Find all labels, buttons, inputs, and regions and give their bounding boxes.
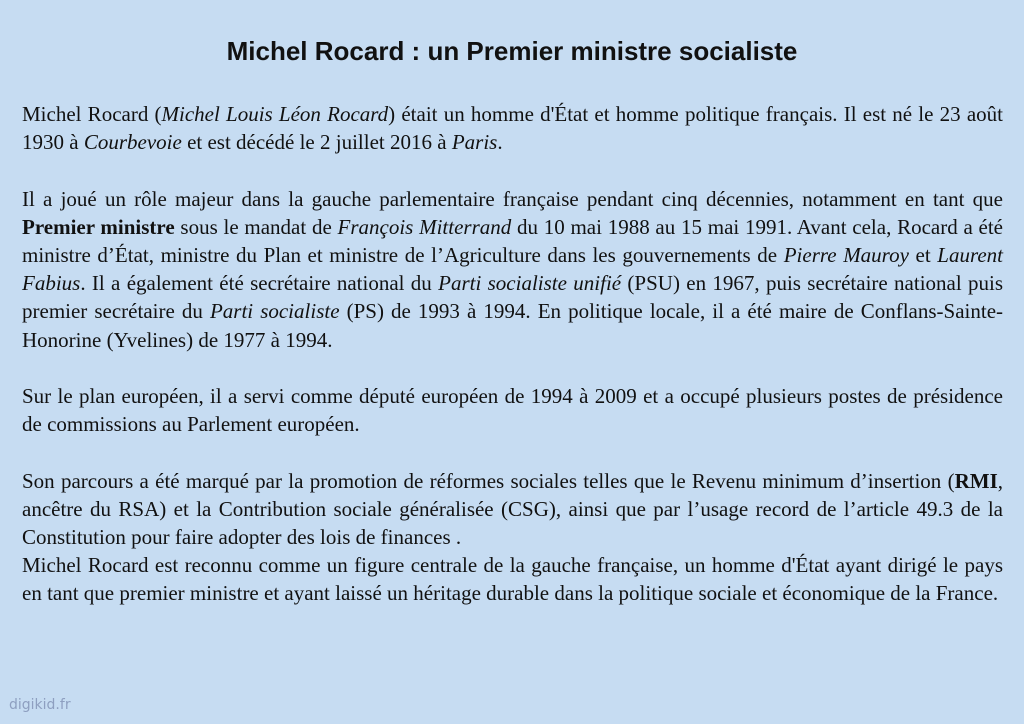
text-segment: Sur le plan européen, il a servi comme député européen de 1994 à 2009 et a occupé plusieurs postes de présidence de commissions au Parlement européen. (22, 384, 1003, 437)
text-segment: . Il a également été secrétaire national du (80, 271, 439, 296)
text-segment: Michel Rocard est reconnu comme un figure centrale de la gauche française, un homme d'État ayant dirigé le pays en tant que premier ministre et ayant laissé un héritage durable dans la politique sociale et économique de la France. (22, 553, 1003, 606)
italic-text: Pierre Mauroy (783, 243, 909, 267)
italic-text: Parti socialiste unifié (438, 271, 622, 296)
paragraph-birth (22, 100, 1003, 156)
bold-text: RMI (954, 468, 998, 493)
text-segment: , ancêtre du RSA) et la Contribution sociale généralisée (CSG), ainsi que par l’usage record de l’article 49.3 de la Constitution pour faire adopter des lois de finances . (22, 468, 1003, 549)
bold-text: Premier ministre (22, 214, 175, 239)
italic-text: Courbevoie (83, 130, 182, 155)
text-segment: et (908, 243, 938, 267)
italic-text: Laurent Fabius (22, 243, 1003, 296)
page-title: Michel Rocard : un Premier ministre socialiste (226, 36, 798, 66)
article-body (22, 100, 1003, 608)
text-segment: Il a joué un rôle majeur dans la gauche parlementaire française pendant cinq décennies, notamment en tant que (22, 186, 1003, 211)
text-segment: Son parcours a été marqué par la promotion de réformes sociales telles que le Revenu minimum d’insertion ( (22, 468, 955, 493)
paragraph-europe (22, 382, 1003, 438)
watermark: digikid.fr (9, 697, 71, 713)
text-segment: du 10 mai 1988 au 15 mai 1991. Avant cela, Rocard a été ministre d’État, ministre du Plan et ministre de l’Agriculture dans les gouvernements de (22, 214, 1003, 267)
paragraph-career (22, 185, 1003, 354)
text-segment: (PS) de 1993 à 1994. En politique locale, il a été maire de Conflans-Sainte-Honorine (Yvelines) de 1977 à 1994. (22, 299, 1004, 352)
paragraph-legacy (22, 551, 1003, 607)
text-segment: . (497, 130, 503, 155)
italic-text: Paris (451, 130, 498, 155)
italic-text: François Mitterrand (337, 214, 512, 239)
text-segment: Michel Rocard ( (22, 102, 162, 126)
italic-text: Parti socialiste (209, 299, 340, 324)
text-segment: sous le mandat de (174, 214, 338, 239)
paragraph-reforms (22, 467, 1003, 552)
italic-text: Michel Louis Léon Rocard (161, 102, 389, 126)
text-segment: ) était un homme d'État et homme politique français. Il est né le 23 août 1930 à (22, 102, 1004, 155)
text-segment: (PSU) en 1967, puis secrétaire national puis premier secrétaire du (22, 271, 1004, 324)
text-segment: et est décédé le 2 juillet 2016 à (181, 130, 452, 155)
